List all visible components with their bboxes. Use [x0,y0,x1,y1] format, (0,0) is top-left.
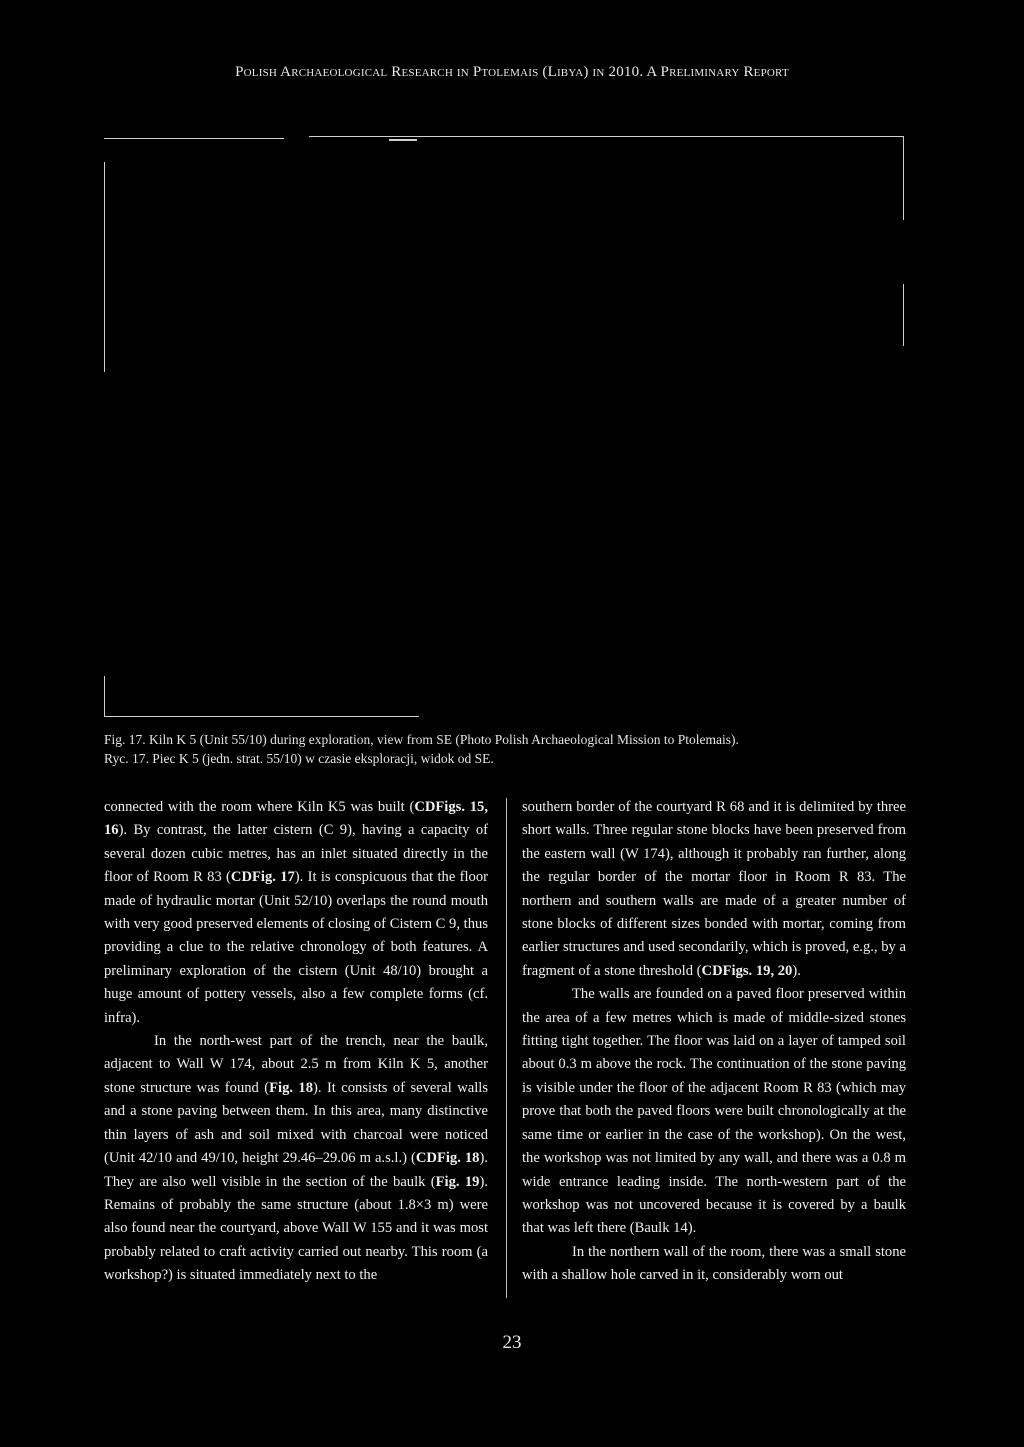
paragraph: connected with the room where Kiln K5 was built (CDFigs. 15, 16). By contrast, the latter cistern (C 9), having a capacity of several dozen cubic metres, has an inlet situated directly in the floor of Room R 83 (CDFig. 17). It is conspicuous that the floor made of hydraulic mortar (Unit 52/10) overlaps the round mouth with very good preserved elements of closing of Cistern C 9, thus providing a clue to the relative chronology of both features. A preliminary exploration of the cistern (Unit 48/10) brought a huge amount of pottery vessels, also a few complete forms (cf. infra). [104,799,488,1026]
column-divider [506,798,507,1298]
paragraph: In the north-west part of the trench, near the baulk, adjacent to Wall W 174, about 2.5 m from Kiln K 5, another stone structure was found (Fig. 18). It consists of several walls and a stone paving between them. In this area, many distinctive thin layers of ash and soil mixed with charcoal were noticed (Unit 42/10 and 49/10, height 29.46–29.06 m a.s.l.) (CDFig. 18). They are also well visible in the section of the baulk (Fig. 19). Remains of probably the same structure (about 1.8×3 m) were also found near the courtyard, above Wall W 155 and it was most probably related to craft activity carried out nearby. This room (a workshop?) is situated immediately next to the [104,1033,488,1284]
running-header: Polish Archaeological Research in Ptolemais (Libya) in 2010. A Preliminary Report [235,64,789,80]
photo-border [903,284,904,346]
photo-border [104,162,105,372]
figure-reference: CDFigs. 15, 16 [104,799,488,839]
paragraph: In the northern wall of the room, there was a small stone with a shallow hole carved in it, considerably worn out [522,1243,906,1284]
figure-reference: CDFigs. 19, 20 [701,962,793,979]
caption-english: Fig. 17. Kiln K 5 (Unit 55/10) during exploration, view from SE (Photo Polish Archaeological Mission to Ptolemais). [104,732,739,747]
page-number: 23 [502,1332,522,1353]
figure-reference: Fig. 18 [269,1079,314,1096]
text-column-right [522,796,906,1288]
figure-reference: CDFig. 18 [415,1150,480,1167]
paragraph: The walls are founded on a paved floor preserved within the area of a few metres which is made of middle-sized stones fitting tight together. The floor was laid on a layer of tamped soil about 0.3 m above the rock. The continuation of the stone paving is visible under the floor of the adjacent Room R 83 (which may prove that both the paved floors were built chronologically at the same time or earlier in the case of the workshop). On the west, the workshop was not limited by any wall, and there was a 0.8 m wide entrance leading inside. The north-western part of the workshop was not uncovered because it is covered by a baulk that was left there (Baulk 14). [522,986,906,1237]
photo-border [389,139,417,141]
photo-border [903,136,904,220]
figure-photo-kiln [104,136,904,718]
figure-reference: Fig. 19 [435,1173,480,1190]
caption-polish: Ryc. 17. Piec K 5 (jedn. strat. 55/10) w czasie eksploracji, widok od SE. [104,751,494,766]
figure-caption [104,730,924,768]
text-column-left [104,796,488,1288]
photo-border [309,136,904,137]
figure-reference: CDFig. 17 [230,869,295,886]
paragraph: southern border of the courtyard R 68 and it is delimited by three short walls. Three regular stone blocks have been preserved from the eastern wall (W 174), although it probably ran further, along the regular border of the mortar floor in Room R 83. The northern and southern walls are made of a greater number of stone blocks of different sizes bonded with mortar, coming from earlier structures and used secondarily, which is proved, e.g., by a fragment of a stone threshold (CDFigs. 19, 20). [522,799,906,979]
photo-border [104,138,284,139]
photo-border [104,676,105,716]
photo-border [104,716,419,717]
